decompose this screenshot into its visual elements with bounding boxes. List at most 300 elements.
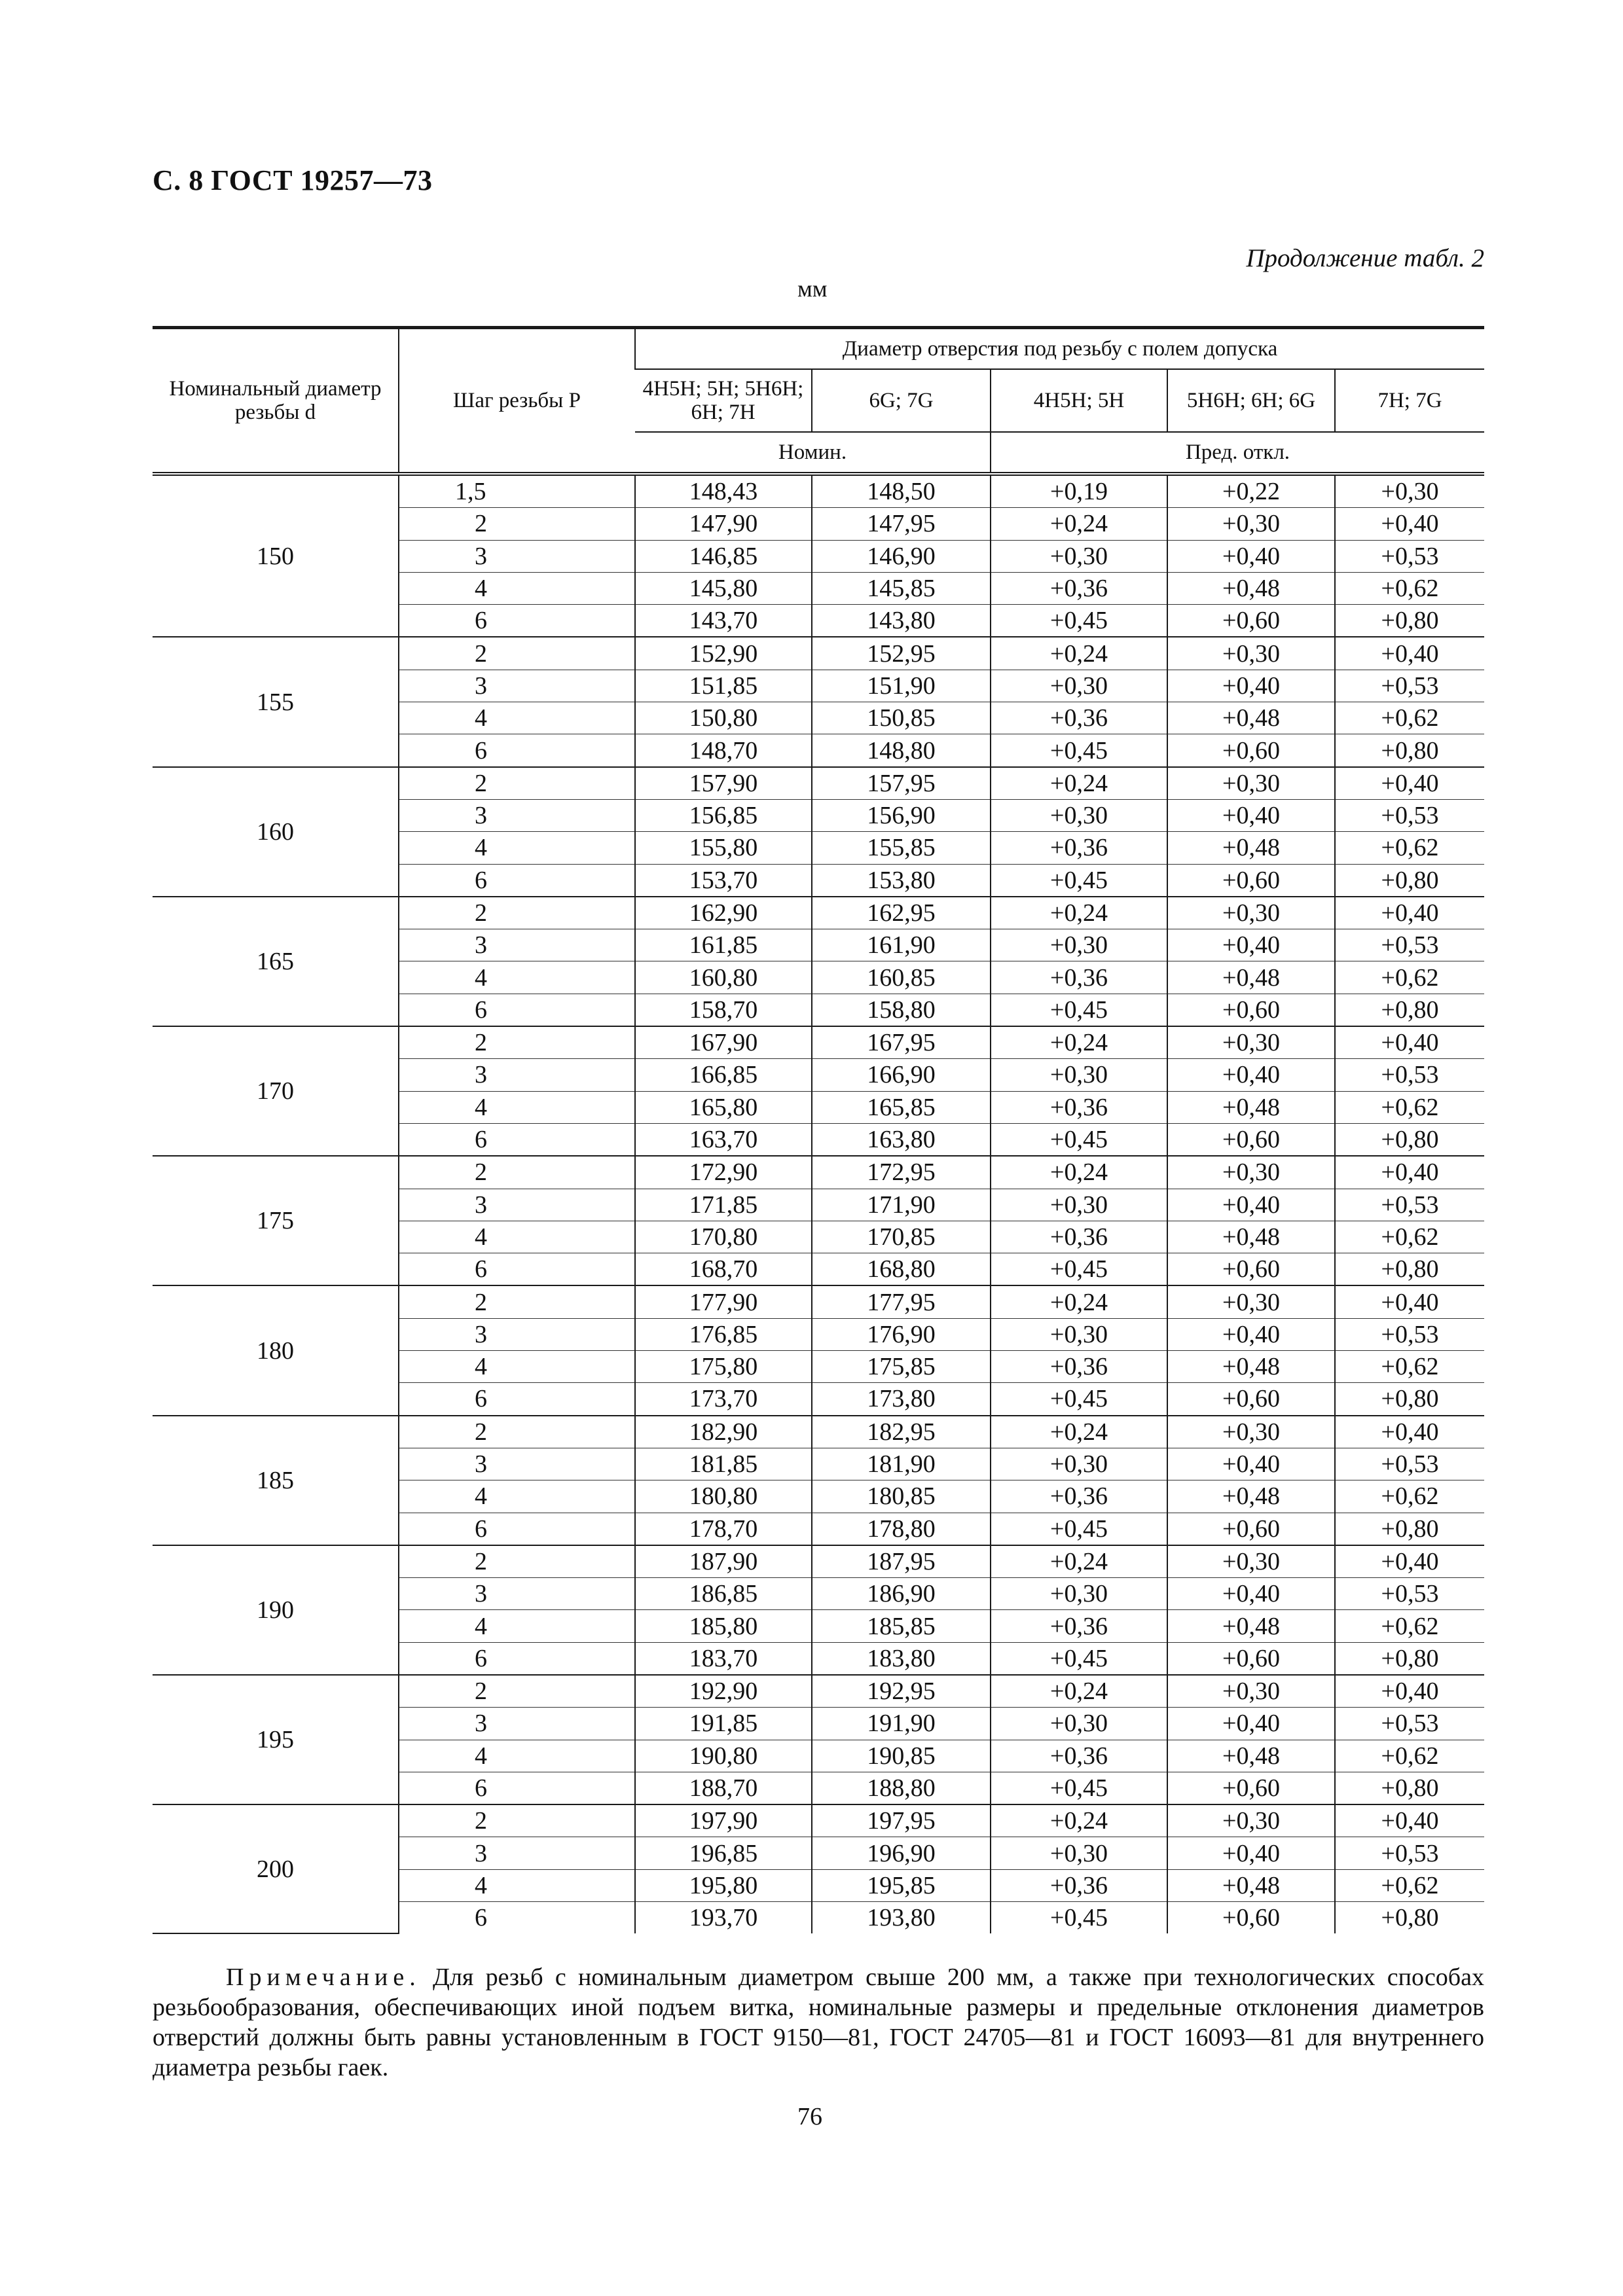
cell-nominal-6g7g: 191,90 <box>812 1708 991 1740</box>
cell-nominal-6g7g: 156,90 <box>812 799 991 831</box>
cell-nominal-4h5h: 190,80 <box>635 1740 812 1772</box>
cell-nominal-6g7g: 181,90 <box>812 1448 991 1480</box>
cell-dev-4h5h-5h: +0,30 <box>991 540 1167 572</box>
cell-dev-7h7g: +0,80 <box>1335 1772 1484 1804</box>
cell-nominal-6g7g: 147,95 <box>812 508 991 540</box>
cell-nominal-4h5h: 186,85 <box>635 1578 812 1610</box>
cell-dev-5h6h: +0,60 <box>1167 1772 1335 1804</box>
cell-nominal-6g7g: 162,95 <box>812 897 991 929</box>
cell-dev-7h7g: +0,62 <box>1335 961 1484 994</box>
cell-nominal-6g7g: 185,85 <box>812 1610 991 1642</box>
header-col-6g7g: 6G; 7G <box>812 369 991 432</box>
cell-nominal-6g7g: 196,90 <box>812 1837 991 1869</box>
cell-dev-7h7g: +0,80 <box>1335 1383 1484 1416</box>
cell-dev-5h6h: +0,40 <box>1167 1708 1335 1740</box>
cell-nominal-4h5h: 157,90 <box>635 767 812 800</box>
cell-nominal-4h5h: 185,80 <box>635 1610 812 1642</box>
cell-pitch: 3 <box>399 929 635 961</box>
cell-dev-4h5h-5h: +0,19 <box>991 474 1167 508</box>
cell-pitch: 4 <box>399 702 635 734</box>
cell-dev-5h6h: +0,60 <box>1167 1513 1335 1545</box>
cell-nominal-6g7g: 161,90 <box>812 929 991 961</box>
cell-dev-4h5h-5h: +0,36 <box>991 832 1167 864</box>
cell-nominal-6g7g: 173,80 <box>812 1383 991 1416</box>
cell-pitch: 3 <box>399 670 635 702</box>
note-text: Для резьб с номинальным диаметром свыше 200 мм, а также при технологических способах резьбообразования, обеспечивающих иной подъем витка, номинальные размеры и предельные отклонения диаметров отверстий должны быть равны установленным в ГОСТ 9150—81, ГОСТ 24705—81 и ГОСТ 16093—81 для внутреннего диаметра резьбы гаек. <box>153 1964 1484 2081</box>
header-col-5h6h: 5H6H; 6H; 6G <box>1167 369 1335 432</box>
cell-dev-7h7g: +0,40 <box>1335 1416 1484 1448</box>
cell-dev-5h6h: +0,60 <box>1167 734 1335 767</box>
cell-dev-7h7g: +0,62 <box>1335 702 1484 734</box>
cell-nominal-6g7g: 153,80 <box>812 864 991 897</box>
cell-dev-4h5h-5h: +0,24 <box>991 1416 1167 1448</box>
table-row <box>153 767 1484 800</box>
cell-dev-7h7g: +0,80 <box>1335 1123 1484 1156</box>
cell-dev-4h5h-5h: +0,36 <box>991 572 1167 604</box>
cell-pitch: 6 <box>399 864 635 897</box>
table-row <box>153 897 1484 929</box>
cell-nominal-6g7g: 183,80 <box>812 1642 991 1675</box>
cell-dev-4h5h-5h: +0,36 <box>991 1351 1167 1383</box>
cell-dev-4h5h-5h: +0,24 <box>991 897 1167 929</box>
cell-nominal-4h5h: 147,90 <box>635 508 812 540</box>
cell-dev-7h7g: +0,53 <box>1335 1708 1484 1740</box>
cell-nominal-4h5h: 170,80 <box>635 1221 812 1253</box>
cell-nominal-6g7g: 178,80 <box>812 1513 991 1545</box>
cell-dev-4h5h-5h: +0,30 <box>991 670 1167 702</box>
cell-dev-5h6h: +0,30 <box>1167 637 1335 670</box>
cell-dev-4h5h-5h: +0,30 <box>991 1837 1167 1869</box>
cell-dev-7h7g: +0,62 <box>1335 572 1484 604</box>
cell-dev-4h5h-5h: +0,36 <box>991 1610 1167 1642</box>
cell-nominal-4h5h: 153,70 <box>635 864 812 897</box>
cell-dev-7h7g: +0,53 <box>1335 1318 1484 1350</box>
cell-pitch: 6 <box>399 605 635 637</box>
cell-dev-5h6h: +0,48 <box>1167 572 1335 604</box>
cell-dev-5h6h: +0,60 <box>1167 1383 1335 1416</box>
cell-dev-4h5h-5h: +0,24 <box>991 1285 1167 1318</box>
cell-dev-7h7g: +0,80 <box>1335 1513 1484 1545</box>
cell-nominal-4h5h: 161,85 <box>635 929 812 961</box>
page-number: 76 <box>797 2103 822 2130</box>
cell-nominal-4h5h: 156,85 <box>635 799 812 831</box>
cell-dev-4h5h-5h: +0,30 <box>991 1578 1167 1610</box>
cell-nominal-4h5h: 196,85 <box>635 1837 812 1869</box>
cell-nominal-6g7g: 197,95 <box>812 1804 991 1837</box>
table-row <box>153 1285 1484 1318</box>
cell-dev-5h6h: +0,30 <box>1167 1804 1335 1837</box>
cell-dev-7h7g: +0,80 <box>1335 1642 1484 1675</box>
cell-nominal-4h5h: 177,90 <box>635 1285 812 1318</box>
cell-dev-5h6h: +0,48 <box>1167 1610 1335 1642</box>
cell-dev-7h7g: +0,80 <box>1335 1902 1484 1934</box>
cell-pitch: 4 <box>399 1480 635 1513</box>
cell-dev-4h5h-5h: +0,45 <box>991 1253 1167 1286</box>
cell-nominal-4h5h: 175,80 <box>635 1351 812 1383</box>
cell-dev-7h7g: +0,80 <box>1335 1253 1484 1286</box>
cell-dev-4h5h-5h: +0,30 <box>991 1448 1167 1480</box>
cell-pitch: 4 <box>399 1221 635 1253</box>
cell-dev-7h7g: +0,62 <box>1335 1740 1484 1772</box>
cell-nominal-diameter: 175 <box>153 1156 399 1285</box>
header-limit-deviation: Пред. откл. <box>991 432 1484 474</box>
cell-nominal-6g7g: 157,95 <box>812 767 991 800</box>
cell-nominal-4h5h: 150,80 <box>635 702 812 734</box>
cell-dev-5h6h: +0,40 <box>1167 1837 1335 1869</box>
cell-nominal-6g7g: 195,85 <box>812 1869 991 1901</box>
cell-dev-7h7g: +0,62 <box>1335 1480 1484 1513</box>
unit-label: мм <box>797 276 828 302</box>
cell-pitch: 4 <box>399 1351 635 1383</box>
header-pitch: Шаг резьбы P <box>399 328 635 475</box>
cell-dev-4h5h-5h: +0,45 <box>991 1902 1167 1934</box>
cell-nominal-4h5h: 168,70 <box>635 1253 812 1286</box>
cell-dev-7h7g: +0,62 <box>1335 1091 1484 1123</box>
cell-pitch: 2 <box>399 1285 635 1318</box>
table-body <box>153 474 1484 1933</box>
cell-dev-7h7g: +0,40 <box>1335 1156 1484 1189</box>
cell-dev-5h6h: +0,40 <box>1167 929 1335 961</box>
cell-nominal-6g7g: 165,85 <box>812 1091 991 1123</box>
cell-dev-7h7g: +0,40 <box>1335 1026 1484 1059</box>
cell-pitch: 4 <box>399 832 635 864</box>
cell-nominal-4h5h: 163,70 <box>635 1123 812 1156</box>
cell-dev-4h5h-5h: +0,45 <box>991 1383 1167 1416</box>
cell-nominal-6g7g: 193,80 <box>812 1902 991 1934</box>
cell-nominal-6g7g: 155,85 <box>812 832 991 864</box>
cell-pitch: 4 <box>399 572 635 604</box>
cell-nominal-diameter: 180 <box>153 1285 399 1415</box>
cell-dev-5h6h: +0,30 <box>1167 1026 1335 1059</box>
cell-nominal-diameter: 170 <box>153 1026 399 1156</box>
cell-dev-5h6h: +0,48 <box>1167 1221 1335 1253</box>
cell-dev-5h6h: +0,40 <box>1167 799 1335 831</box>
cell-pitch: 3 <box>399 540 635 572</box>
table-continuation-label: Продолжение табл. 2 <box>1246 244 1484 272</box>
cell-pitch: 6 <box>399 1123 635 1156</box>
cell-pitch: 3 <box>399 799 635 831</box>
table-row <box>153 474 1484 508</box>
cell-nominal-diameter: 165 <box>153 897 399 1026</box>
cell-dev-7h7g: +0,40 <box>1335 767 1484 800</box>
cell-dev-7h7g: +0,62 <box>1335 1351 1484 1383</box>
cell-pitch: 6 <box>399 734 635 767</box>
cell-dev-5h6h: +0,30 <box>1167 1675 1335 1708</box>
cell-dev-7h7g: +0,62 <box>1335 1221 1484 1253</box>
cell-pitch: 4 <box>399 961 635 994</box>
cell-pitch: 6 <box>399 1642 635 1675</box>
cell-dev-4h5h-5h: +0,30 <box>991 1059 1167 1091</box>
cell-nominal-6g7g: 190,85 <box>812 1740 991 1772</box>
cell-pitch: 6 <box>399 1772 635 1804</box>
cell-dev-5h6h: +0,40 <box>1167 1318 1335 1350</box>
cell-nominal-4h5h: 166,85 <box>635 1059 812 1091</box>
cell-nominal-6g7g: 160,85 <box>812 961 991 994</box>
header-nominal: Номин. <box>635 432 991 474</box>
cell-nominal-6g7g: 167,95 <box>812 1026 991 1059</box>
cell-pitch: 2 <box>399 897 635 929</box>
cell-dev-5h6h: +0,48 <box>1167 832 1335 864</box>
cell-nominal-4h5h: 148,43 <box>635 474 812 508</box>
cell-nominal-6g7g: 182,95 <box>812 1416 991 1448</box>
cell-dev-7h7g: +0,53 <box>1335 1059 1484 1091</box>
table-row <box>153 1675 1484 1708</box>
cell-nominal-4h5h: 145,80 <box>635 572 812 604</box>
cell-dev-5h6h: +0,40 <box>1167 1448 1335 1480</box>
cell-pitch: 3 <box>399 1708 635 1740</box>
cell-nominal-4h5h: 152,90 <box>635 637 812 670</box>
cell-dev-4h5h-5h: +0,24 <box>991 767 1167 800</box>
cell-nominal-4h5h: 197,90 <box>635 1804 812 1837</box>
cell-pitch: 2 <box>399 1416 635 1448</box>
cell-nominal-4h5h: 188,70 <box>635 1772 812 1804</box>
cell-pitch: 2 <box>399 1156 635 1189</box>
cell-dev-4h5h-5h: +0,30 <box>991 1189 1167 1221</box>
cell-dev-4h5h-5h: +0,45 <box>991 864 1167 897</box>
cell-nominal-4h5h: 148,70 <box>635 734 812 767</box>
cell-dev-4h5h-5h: +0,36 <box>991 1480 1167 1513</box>
cell-nominal-diameter: 160 <box>153 767 399 897</box>
cell-dev-4h5h-5h: +0,45 <box>991 1123 1167 1156</box>
cell-dev-7h7g: +0,30 <box>1335 474 1484 508</box>
cell-nominal-diameter: 200 <box>153 1804 399 1933</box>
cell-pitch: 3 <box>399 1448 635 1480</box>
header-nominal-diameter: Номинальный диаметр резьбы d <box>153 328 399 475</box>
cell-nominal-6g7g: 158,80 <box>812 994 991 1026</box>
cell-dev-7h7g: +0,53 <box>1335 1837 1484 1869</box>
table-row <box>153 1416 1484 1448</box>
cell-dev-5h6h: +0,60 <box>1167 994 1335 1026</box>
cell-dev-5h6h: +0,30 <box>1167 897 1335 929</box>
cell-dev-4h5h-5h: +0,45 <box>991 1513 1167 1545</box>
cell-nominal-4h5h: 155,80 <box>635 832 812 864</box>
cell-nominal-6g7g: 143,80 <box>812 605 991 637</box>
cell-dev-7h7g: +0,40 <box>1335 1675 1484 1708</box>
cell-nominal-6g7g: 175,85 <box>812 1351 991 1383</box>
cell-nominal-6g7g: 145,85 <box>812 572 991 604</box>
cell-nominal-4h5h: 191,85 <box>635 1708 812 1740</box>
cell-dev-5h6h: +0,30 <box>1167 508 1335 540</box>
cell-dev-4h5h-5h: +0,36 <box>991 702 1167 734</box>
cell-dev-5h6h: +0,30 <box>1167 767 1335 800</box>
cell-nominal-6g7g: 163,80 <box>812 1123 991 1156</box>
cell-dev-7h7g: +0,40 <box>1335 1804 1484 1837</box>
cell-dev-4h5h-5h: +0,24 <box>991 1156 1167 1189</box>
cell-nominal-6g7g: 188,80 <box>812 1772 991 1804</box>
cell-nominal-4h5h: 183,70 <box>635 1642 812 1675</box>
cell-dev-7h7g: +0,80 <box>1335 864 1484 897</box>
cell-dev-5h6h: +0,30 <box>1167 1156 1335 1189</box>
cell-nominal-4h5h: 192,90 <box>635 1675 812 1708</box>
cell-nominal-diameter: 190 <box>153 1545 399 1675</box>
cell-dev-4h5h-5h: +0,36 <box>991 1740 1167 1772</box>
cell-dev-7h7g: +0,80 <box>1335 994 1484 1026</box>
cell-dev-4h5h-5h: +0,36 <box>991 1221 1167 1253</box>
cell-nominal-4h5h: 187,90 <box>635 1545 812 1578</box>
cell-dev-5h6h: +0,30 <box>1167 1545 1335 1578</box>
cell-nominal-6g7g: 186,90 <box>812 1578 991 1610</box>
cell-dev-5h6h: +0,40 <box>1167 1059 1335 1091</box>
cell-pitch: 6 <box>399 994 635 1026</box>
cell-dev-4h5h-5h: +0,36 <box>991 961 1167 994</box>
cell-nominal-4h5h: 146,85 <box>635 540 812 572</box>
cell-nominal-6g7g: 150,85 <box>812 702 991 734</box>
cell-nominal-4h5h: 162,90 <box>635 897 812 929</box>
table-row <box>153 637 1484 670</box>
cell-dev-4h5h-5h: +0,30 <box>991 1318 1167 1350</box>
cell-dev-4h5h-5h: +0,36 <box>991 1869 1167 1901</box>
header-col-4h5h: 4H5H; 5H; 5H6H; 6H; 7H <box>635 369 812 432</box>
cell-dev-4h5h-5h: +0,24 <box>991 1675 1167 1708</box>
cell-dev-7h7g: +0,62 <box>1335 1869 1484 1901</box>
cell-nominal-diameter: 155 <box>153 637 399 766</box>
cell-pitch: 2 <box>399 1675 635 1708</box>
table-row <box>153 1026 1484 1059</box>
cell-dev-5h6h: +0,30 <box>1167 1285 1335 1318</box>
cell-nominal-6g7g: 166,90 <box>812 1059 991 1091</box>
cell-dev-5h6h: +0,48 <box>1167 1869 1335 1901</box>
cell-nominal-4h5h: 180,80 <box>635 1480 812 1513</box>
cell-nominal-4h5h: 172,90 <box>635 1156 812 1189</box>
cell-dev-5h6h: +0,60 <box>1167 605 1335 637</box>
cell-nominal-6g7g: 151,90 <box>812 670 991 702</box>
table-row <box>153 1156 1484 1189</box>
table-note <box>153 1962 1484 2083</box>
cell-nominal-4h5h: 171,85 <box>635 1189 812 1221</box>
cell-dev-4h5h-5h: +0,24 <box>991 1545 1167 1578</box>
cell-dev-4h5h-5h: +0,24 <box>991 1026 1167 1059</box>
cell-dev-5h6h: +0,40 <box>1167 1189 1335 1221</box>
cell-nominal-6g7g: 192,95 <box>812 1675 991 1708</box>
cell-dev-5h6h: +0,60 <box>1167 1253 1335 1286</box>
cell-pitch: 2 <box>399 1545 635 1578</box>
cell-pitch: 6 <box>399 1253 635 1286</box>
cell-dev-5h6h: +0,60 <box>1167 864 1335 897</box>
cell-dev-4h5h-5h: +0,36 <box>991 1091 1167 1123</box>
cell-dev-7h7g: +0,40 <box>1335 1285 1484 1318</box>
cell-pitch: 4 <box>399 1610 635 1642</box>
cell-nominal-4h5h: 178,70 <box>635 1513 812 1545</box>
cell-nominal-6g7g: 171,90 <box>812 1189 991 1221</box>
table-row <box>153 1545 1484 1578</box>
cell-dev-4h5h-5h: +0,30 <box>991 929 1167 961</box>
cell-dev-7h7g: +0,53 <box>1335 540 1484 572</box>
cell-nominal-4h5h: 182,90 <box>635 1416 812 1448</box>
cell-dev-7h7g: +0,40 <box>1335 897 1484 929</box>
cell-dev-5h6h: +0,48 <box>1167 961 1335 994</box>
cell-nominal-6g7g: 177,95 <box>812 1285 991 1318</box>
cell-pitch: 3 <box>399 1189 635 1221</box>
cell-nominal-diameter: 150 <box>153 474 399 637</box>
cell-pitch: 6 <box>399 1902 635 1934</box>
cell-nominal-6g7g: 152,95 <box>812 637 991 670</box>
cell-dev-7h7g: +0,40 <box>1335 637 1484 670</box>
cell-nominal-4h5h: 160,80 <box>635 961 812 994</box>
cell-dev-5h6h: +0,40 <box>1167 1578 1335 1610</box>
cell-dev-5h6h: +0,40 <box>1167 670 1335 702</box>
table-row <box>153 1804 1484 1837</box>
cell-dev-4h5h-5h: +0,30 <box>991 1708 1167 1740</box>
cell-pitch: 1,5 <box>399 474 635 508</box>
cell-nominal-6g7g: 176,90 <box>812 1318 991 1350</box>
cell-pitch: 2 <box>399 767 635 800</box>
cell-dev-4h5h-5h: +0,45 <box>991 994 1167 1026</box>
cell-dev-5h6h: +0,22 <box>1167 474 1335 508</box>
cell-dev-7h7g: +0,40 <box>1335 508 1484 540</box>
cell-nominal-diameter: 185 <box>153 1416 399 1545</box>
cell-pitch: 4 <box>399 1869 635 1901</box>
cell-pitch: 3 <box>399 1837 635 1869</box>
cell-dev-4h5h-5h: +0,30 <box>991 799 1167 831</box>
cell-dev-5h6h: +0,40 <box>1167 540 1335 572</box>
cell-pitch: 4 <box>399 1740 635 1772</box>
cell-nominal-4h5h: 158,70 <box>635 994 812 1026</box>
cell-dev-5h6h: +0,60 <box>1167 1902 1335 1934</box>
header-hole-diameter-group: Диаметр отверстия под резьбу с полем допуска <box>635 328 1484 370</box>
cell-dev-7h7g: +0,53 <box>1335 1578 1484 1610</box>
cell-pitch: 2 <box>399 508 635 540</box>
cell-nominal-diameter: 195 <box>153 1675 399 1804</box>
cell-dev-4h5h-5h: +0,45 <box>991 1642 1167 1675</box>
cell-nominal-4h5h: 176,85 <box>635 1318 812 1350</box>
thread-diameter-table <box>153 326 1484 1934</box>
cell-pitch: 4 <box>399 1091 635 1123</box>
cell-pitch: 3 <box>399 1318 635 1350</box>
cell-dev-7h7g: +0,53 <box>1335 929 1484 961</box>
cell-nominal-4h5h: 181,85 <box>635 1448 812 1480</box>
cell-dev-7h7g: +0,80 <box>1335 734 1484 767</box>
header-col-4h5h-5h: 4H5H; 5H <box>991 369 1167 432</box>
page-title: С. 8 ГОСТ 19257—73 <box>153 164 433 196</box>
cell-nominal-4h5h: 151,85 <box>635 670 812 702</box>
cell-nominal-4h5h: 193,70 <box>635 1902 812 1934</box>
cell-pitch: 2 <box>399 1804 635 1837</box>
cell-pitch: 6 <box>399 1513 635 1545</box>
cell-dev-4h5h-5h: +0,24 <box>991 508 1167 540</box>
cell-dev-5h6h: +0,48 <box>1167 1740 1335 1772</box>
cell-nominal-6g7g: 148,50 <box>812 474 991 508</box>
cell-dev-5h6h: +0,30 <box>1167 1416 1335 1448</box>
cell-pitch: 2 <box>399 637 635 670</box>
cell-dev-7h7g: +0,62 <box>1335 1610 1484 1642</box>
cell-dev-7h7g: +0,80 <box>1335 605 1484 637</box>
cell-nominal-4h5h: 195,80 <box>635 1869 812 1901</box>
cell-dev-4h5h-5h: +0,45 <box>991 1772 1167 1804</box>
cell-dev-5h6h: +0,48 <box>1167 1480 1335 1513</box>
cell-dev-7h7g: +0,53 <box>1335 1448 1484 1480</box>
cell-dev-7h7g: +0,53 <box>1335 1189 1484 1221</box>
cell-dev-7h7g: +0,62 <box>1335 832 1484 864</box>
cell-dev-5h6h: +0,60 <box>1167 1123 1335 1156</box>
cell-nominal-4h5h: 173,70 <box>635 1383 812 1416</box>
cell-pitch: 2 <box>399 1026 635 1059</box>
cell-nominal-6g7g: 180,85 <box>812 1480 991 1513</box>
cell-dev-4h5h-5h: +0,45 <box>991 605 1167 637</box>
header-col-7h7g: 7H; 7G <box>1335 369 1484 432</box>
cell-nominal-6g7g: 187,95 <box>812 1545 991 1578</box>
cell-dev-5h6h: +0,48 <box>1167 1091 1335 1123</box>
cell-dev-4h5h-5h: +0,24 <box>991 1804 1167 1837</box>
cell-dev-5h6h: +0,60 <box>1167 1642 1335 1675</box>
cell-dev-7h7g: +0,53 <box>1335 670 1484 702</box>
cell-nominal-6g7g: 168,80 <box>812 1253 991 1286</box>
cell-pitch: 3 <box>399 1578 635 1610</box>
cell-pitch: 3 <box>399 1059 635 1091</box>
cell-dev-7h7g: +0,40 <box>1335 1545 1484 1578</box>
note-lead: Примечание. <box>226 1964 421 1991</box>
cell-nominal-4h5h: 167,90 <box>635 1026 812 1059</box>
cell-dev-5h6h: +0,48 <box>1167 702 1335 734</box>
